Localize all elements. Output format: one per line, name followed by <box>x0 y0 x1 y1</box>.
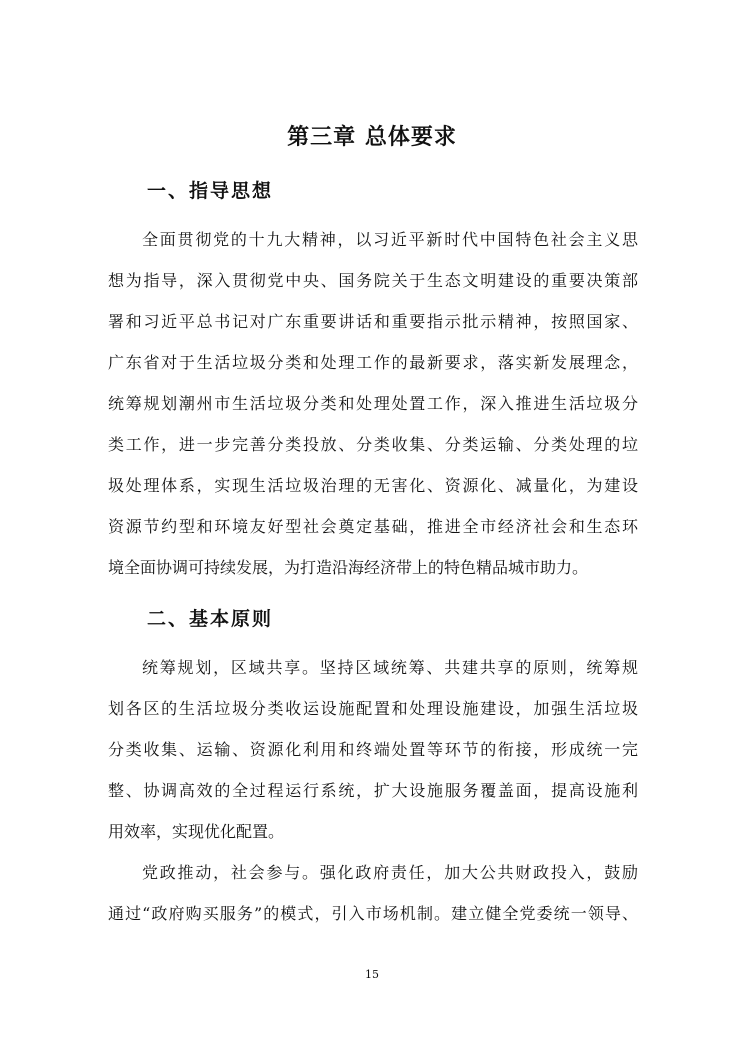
body-text-line: 类工作，进一步完善分类投放、分类收集、分类运输、分类处理的垃 <box>108 435 638 454</box>
section-heading-guiding-ideology: 一、指导思想 <box>147 180 274 202</box>
section-heading-basic-principles: 二、基本原则 <box>147 608 274 630</box>
body-text-line: 资源节约型和环境友好型社会奠定基础，推进全市经济社会和生态环 <box>108 517 638 536</box>
body-text-line: 分类收集、运输、资源化利用和终端处置等环节的衔接，形成统一完 <box>108 740 638 759</box>
body-text-line: 想为指导，深入贯彻党中央、国务院关于生态文明建设的重要决策部 <box>108 271 638 290</box>
body-text-line: 境全面协调可持续发展，为打造沿海经济带上的特色精品城市助力。 <box>108 558 589 577</box>
page-number: 15 <box>365 968 379 981</box>
body-text-line: 圾处理体系，实现生活垃圾治理的无害化、资源化、减量化，为建设 <box>108 476 638 495</box>
body-text-line: 广东省对于生活垃圾分类和处理工作的最新要求，落实新发展理念， <box>108 353 638 372</box>
body-text-line: 党政推动，社会参与。强化政府责任，加大公共财政投入，鼓励 <box>142 863 638 882</box>
body-text-line: 整、协调高效的全过程运行系统，扩大设施服务覆盖面，提高设施利 <box>108 781 638 800</box>
body-text-line: 通过“政府购买服务”的模式，引入市场机制。建立健全党委统一领导、 <box>108 904 638 923</box>
body-text-line: 全面贯彻党的十九大精神，以习近平新时代中国特色社会主义思 <box>142 230 638 249</box>
body-text-line: 划各区的生活垃圾分类收运设施配置和处理设施建设，加强生活垃圾 <box>108 699 638 718</box>
chapter-title: 第三章 总体要求 <box>287 125 457 150</box>
body-text-line: 统筹规划潮州市生活垃圾分类和处理处置工作，深入推进生活垃圾分 <box>108 394 638 413</box>
body-text-line: 署和习近平总书记对广东重要讲话和重要指示批示精神，按照国家、 <box>108 312 638 331</box>
body-text-line: 用效率，实现优化配置。 <box>108 822 285 841</box>
body-text-line: 统筹规划，区域共享。坚持区域统筹、共建共享的原则，统筹规 <box>142 658 638 677</box>
